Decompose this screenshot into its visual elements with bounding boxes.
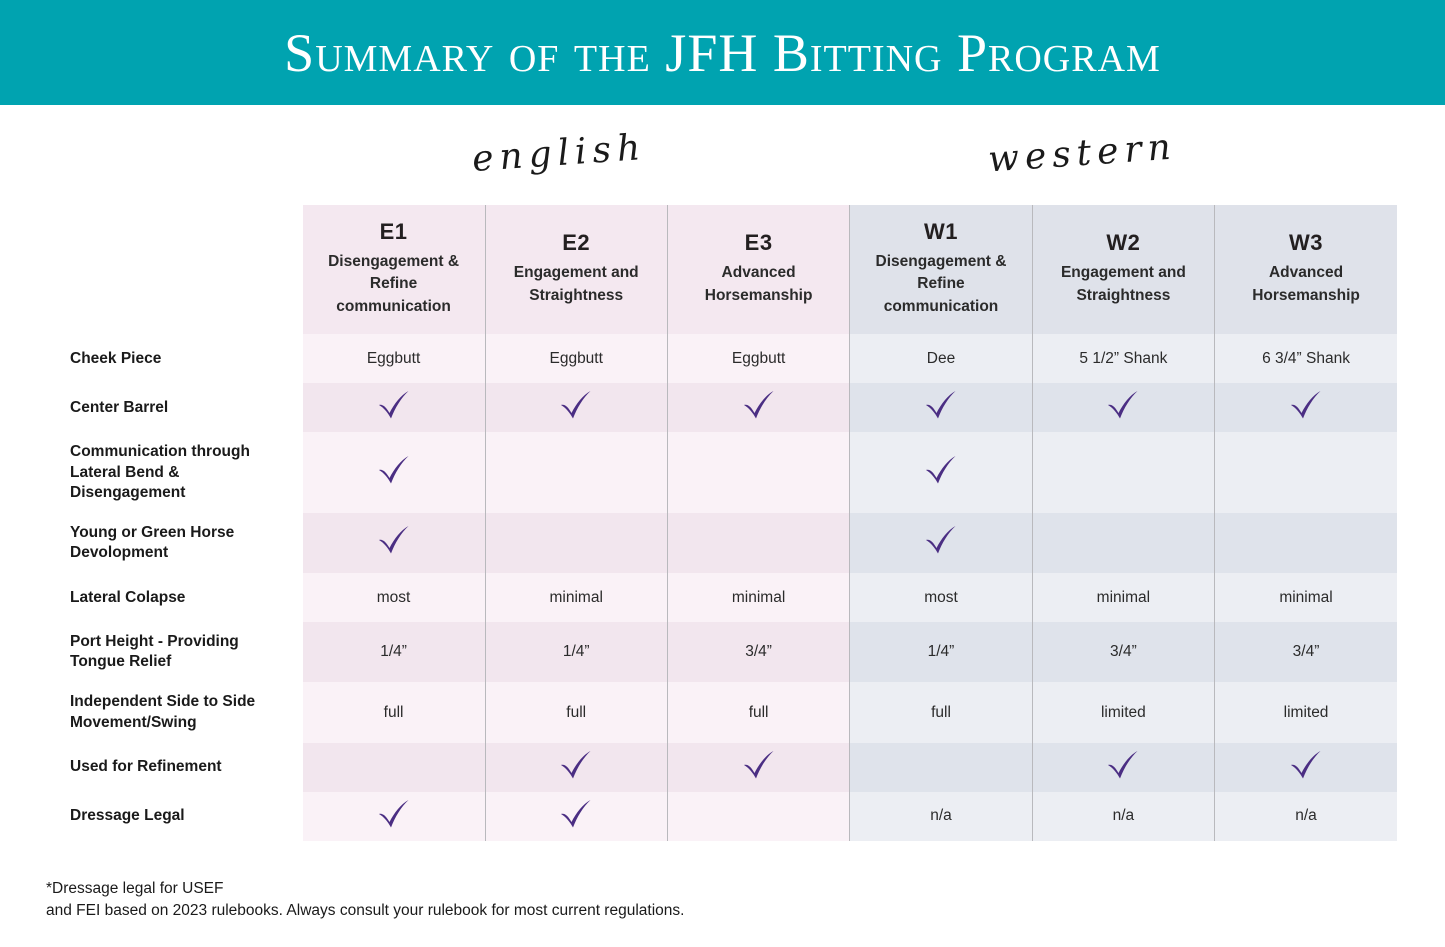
cell-w2-1: 5 1/2” Shank xyxy=(1032,334,1214,383)
cell-e1-5: most xyxy=(303,573,485,622)
column-description: Advanced Horsemanship xyxy=(704,264,813,304)
cell-w3-4 xyxy=(1215,513,1397,573)
checkmark-icon xyxy=(924,525,958,555)
checkmark-icon xyxy=(559,750,593,780)
footnote-line-1: *Dressage legal for USEF xyxy=(46,880,224,897)
cell-w2-7: limited xyxy=(1032,682,1214,742)
checkmark-icon xyxy=(559,799,593,829)
checkmark-icon xyxy=(1289,390,1323,420)
cell-e3-3 xyxy=(667,432,849,512)
row-label: Lateral Colapse xyxy=(12,573,303,622)
cell-w3-9: n/a xyxy=(1215,792,1397,841)
cell-w3-2 xyxy=(1215,383,1397,432)
cell-e2-7: full xyxy=(485,682,667,742)
checkmark-icon xyxy=(377,390,411,420)
footnote-line-2: and FEI based on 2023 rulebooks. Always consult your rulebook for most current regulations. xyxy=(46,902,685,920)
cell-w2-8 xyxy=(1032,743,1214,792)
cell-e3-4 xyxy=(667,513,849,573)
cell-w1-3 xyxy=(850,432,1032,512)
cell-w3-8 xyxy=(1215,743,1397,792)
column-description: Engagement and Straightness xyxy=(1060,264,1186,304)
bitting-comparison-table xyxy=(0,205,1445,841)
row-label: Port Height - Providing Tongue Relief xyxy=(12,622,303,682)
checkmark-icon xyxy=(559,390,593,420)
table-body xyxy=(12,334,1397,840)
checkmark-icon xyxy=(1106,750,1140,780)
table-row xyxy=(12,622,1397,682)
cell-w2-6: 3/4” xyxy=(1032,622,1214,682)
column-code: E1 xyxy=(379,219,408,244)
column-code: E2 xyxy=(562,230,591,256)
table-head xyxy=(12,205,1397,334)
matrix xyxy=(12,205,1397,841)
checkmark-icon xyxy=(924,455,958,485)
column-code: E3 xyxy=(744,230,773,256)
cell-e1-9 xyxy=(303,792,485,841)
column-code: W1 xyxy=(923,219,958,244)
column-description: Advanced Horsemanship xyxy=(1252,264,1360,304)
cell-e3-1: Eggbutt xyxy=(667,334,849,383)
row-label: Dressage Legal xyxy=(12,792,303,841)
cell-e3-5: minimal xyxy=(667,573,849,622)
cell-w2-5: minimal xyxy=(1032,573,1214,622)
checkmark-icon xyxy=(742,390,776,420)
table-row xyxy=(12,513,1397,573)
cell-e3-7: full xyxy=(667,682,849,742)
cell-w3-7: limited xyxy=(1215,682,1397,742)
column-header-w1 xyxy=(850,205,1032,334)
cell-e3-8 xyxy=(667,743,849,792)
column-header-w2 xyxy=(1032,205,1214,334)
table-row xyxy=(12,682,1397,742)
table-row xyxy=(12,334,1397,383)
column-header-e1 xyxy=(303,205,485,334)
header-corner-blank xyxy=(12,205,303,334)
page-header-banner xyxy=(0,0,1445,105)
checkmark-icon xyxy=(377,799,411,829)
cell-e3-9 xyxy=(667,792,849,841)
checkmark-icon xyxy=(924,390,958,420)
cell-e3-6: 3/4” xyxy=(667,622,849,682)
row-label: Center Barrel xyxy=(12,383,303,432)
cell-w2-3 xyxy=(1032,432,1214,512)
checkmark-icon xyxy=(1289,750,1323,780)
table-row xyxy=(12,383,1397,432)
row-label: Independent Side to Side Movement/Swing xyxy=(12,682,303,742)
cell-e2-5: minimal xyxy=(485,573,667,622)
cell-e2-6: 1/4” xyxy=(485,622,667,682)
row-label: Used for Refinement xyxy=(12,743,303,792)
discipline-label-english: english xyxy=(470,126,648,181)
column-description: Disengagement & Refine communication xyxy=(328,253,460,315)
discipline-labels xyxy=(0,125,1445,195)
cell-w3-6: 3/4” xyxy=(1215,622,1397,682)
column-description: Engagement and Straightness xyxy=(513,264,639,304)
cell-w2-2 xyxy=(1032,383,1214,432)
column-header-e3 xyxy=(667,205,849,334)
cell-w1-6: 1/4” xyxy=(850,622,1032,682)
cell-e2-9 xyxy=(485,792,667,841)
column-description: Disengagement & Refine communication xyxy=(875,253,1007,315)
cell-w1-2 xyxy=(850,383,1032,432)
column-header-w3 xyxy=(1215,205,1397,334)
table-row xyxy=(12,792,1397,841)
column-code: W2 xyxy=(1106,230,1141,256)
cell-e2-3 xyxy=(485,432,667,512)
cell-w1-9: n/a xyxy=(850,792,1032,841)
checkmark-icon xyxy=(1106,390,1140,420)
cell-w1-4 xyxy=(850,513,1032,573)
cell-w3-1: 6 3/4” Shank xyxy=(1215,334,1397,383)
cell-e1-4 xyxy=(303,513,485,573)
row-label: Cheek Piece xyxy=(12,334,303,383)
cell-e1-3 xyxy=(303,432,485,512)
table-row xyxy=(12,573,1397,622)
row-label: Communication through Lateral Bend & Disengagement xyxy=(12,432,303,512)
page-title: Summary of the JFH Bitting Program xyxy=(284,22,1161,83)
cell-w1-7: full xyxy=(850,682,1032,742)
discipline-label-western: western xyxy=(986,126,1178,181)
cell-e1-7: full xyxy=(303,682,485,742)
cell-e1-6: 1/4” xyxy=(303,622,485,682)
table-row xyxy=(12,432,1397,512)
cell-e1-8 xyxy=(303,743,485,792)
column-code: W3 xyxy=(1289,230,1324,256)
cell-e1-1: Eggbutt xyxy=(303,334,485,383)
cell-w1-1: Dee xyxy=(850,334,1032,383)
cell-w3-3 xyxy=(1215,432,1397,512)
table-row xyxy=(12,743,1397,792)
cell-e2-1: Eggbutt xyxy=(485,334,667,383)
cell-e3-2 xyxy=(667,383,849,432)
cell-w2-4 xyxy=(1032,513,1214,573)
header-row xyxy=(12,205,1397,334)
checkmark-icon xyxy=(742,750,776,780)
row-label: Young or Green Horse Devolopment xyxy=(12,513,303,573)
cell-w1-8 xyxy=(850,743,1032,792)
checkmark-icon xyxy=(377,455,411,485)
cell-w3-5: minimal xyxy=(1215,573,1397,622)
column-header-e2 xyxy=(485,205,667,334)
cell-e1-2 xyxy=(303,383,485,432)
cell-e2-4 xyxy=(485,513,667,573)
cell-w2-9: n/a xyxy=(1032,792,1214,841)
cell-e2-8 xyxy=(485,743,667,792)
cell-w1-5: most xyxy=(850,573,1032,622)
checkmark-icon xyxy=(377,525,411,555)
footnote xyxy=(46,878,684,923)
cell-e2-2 xyxy=(485,383,667,432)
